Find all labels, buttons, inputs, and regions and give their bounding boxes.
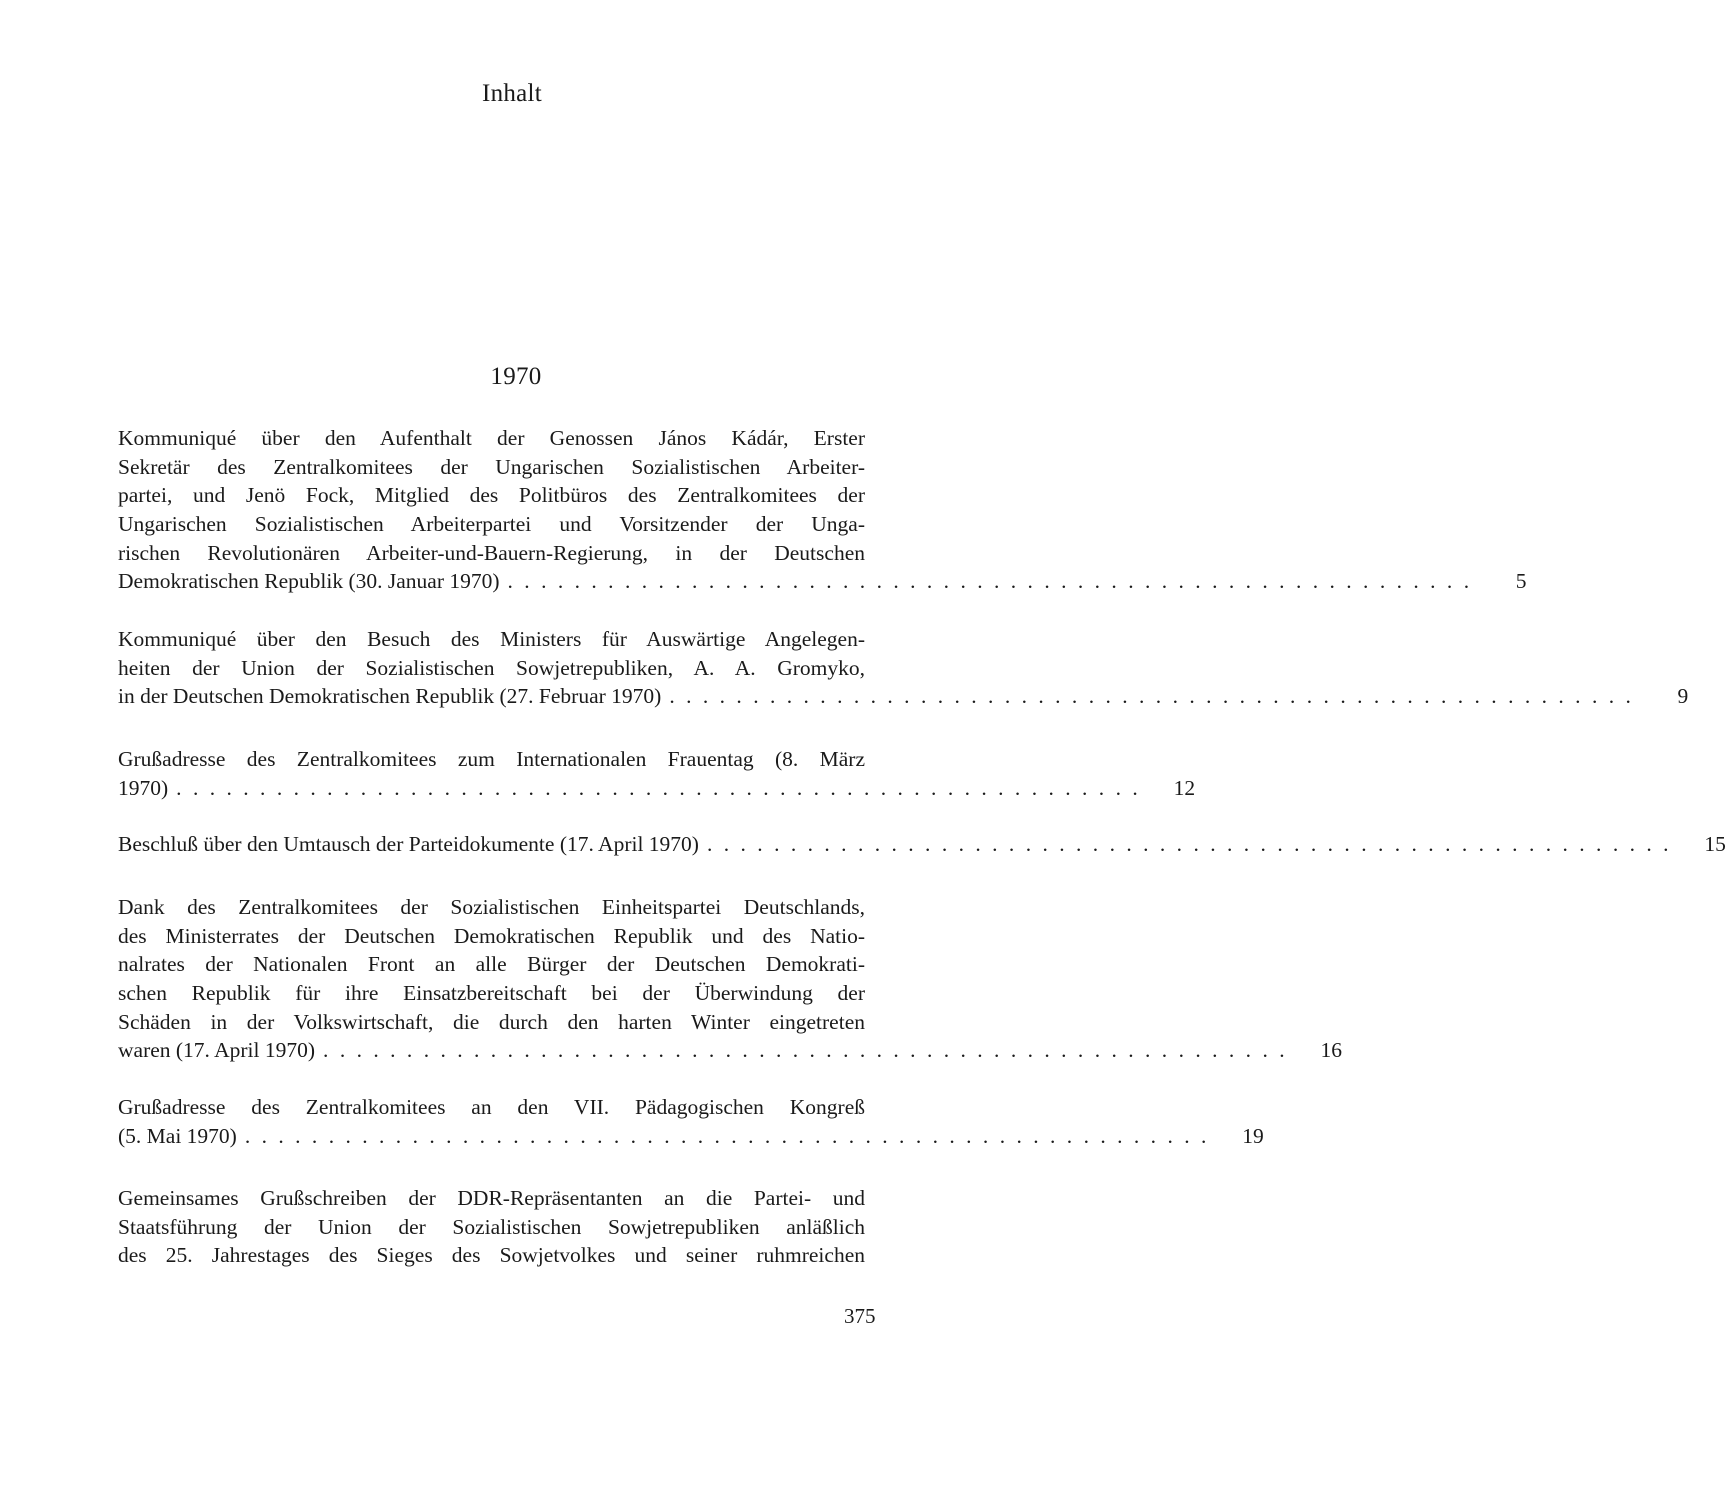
toc-entry-line: schen Republik für ihre Einsatzbereitschaft bei der Überwindung der	[118, 981, 865, 1006]
page-number: 12	[1173, 775, 1196, 800]
toc-entry-line: Staatsführung der Union der Sozialistischen Sowjetrepubliken anläßlich	[118, 1214, 865, 1239]
toc-entry	[118, 1184, 908, 1270]
toc-entry-last-line	[118, 830, 1726, 859]
toc-entry-line: Sekretär des Zentralkomitees der Ungarischen Sozialistischen Arbeiter-	[118, 454, 865, 479]
toc-entry	[118, 424, 1527, 596]
toc-entry-line: heiten der Union der Sozialistischen Sowjetrepubliken, A. A. Gromyko,	[118, 655, 865, 680]
toc-entry	[118, 830, 1726, 859]
toc-entry-line: nalrates der Nationalen Front an alle Bürger der Deutschen Demokrati-	[118, 952, 865, 977]
toc-entry-last-line	[118, 1122, 1264, 1151]
dot-leader: ..........................................................	[176, 775, 1150, 800]
toc-entry-line: Kommuniqué über den Besuch des Ministers für Auswärtige Angelegen-	[118, 627, 865, 651]
dot-leader: ..........................................................	[323, 1038, 1296, 1063]
toc-entry-last-line	[118, 567, 1527, 596]
section-year-heading: 1970	[490, 363, 542, 390]
page-title: Inhalt	[481, 80, 543, 107]
toc-entry-line: Grußadresse des Zentralkomitees zum Internationalen Frauentag (8. März	[118, 747, 865, 771]
toc-entry-line: Kommuniqué über den Aufenthalt der Genossen János Kádár, Erster	[118, 426, 865, 450]
toc-entry-line: Demokratischen Republik (30. Januar 1970)	[118, 569, 500, 594]
toc-entry	[118, 893, 1342, 1065]
toc-entry	[118, 745, 1196, 802]
toc-entry	[118, 625, 1689, 711]
page-number: 16	[1320, 1038, 1342, 1063]
page-number: 9	[1677, 684, 1689, 709]
dot-leader: ..........................................................	[669, 684, 1643, 709]
toc-entry-line: Schäden in der Volkswirtschaft, die durch den harten Winter eingetreten	[118, 1009, 865, 1034]
dot-leader: ..........................................................	[507, 569, 1481, 594]
page-number: 5	[1515, 569, 1527, 594]
toc-entry-line: Ungarischen Sozialistischen Arbeiterpartei und Vorsitzender der Unga-	[118, 512, 865, 537]
page-number: 19	[1242, 1123, 1264, 1148]
page-number: 15	[1704, 832, 1726, 856]
toc-entry-line: in der Deutschen Demokratischen Republik (27. Februar 1970)	[118, 684, 662, 709]
dot-leader: ..........................................................	[706, 832, 1680, 856]
toc-entry-line: 1970)	[118, 775, 169, 800]
toc-entry-line: Dank des Zentralkomitees der Sozialistischen Einheitspartei Deutschlands,	[118, 895, 865, 919]
toc-entry-line: Grußadresse des Zentralkomitees an den VII. Pädagogischen Kongreß	[118, 1095, 865, 1119]
toc-entry-line: des 25. Jahrestages des Sieges des Sowjetvolkes und seiner ruhmreichen	[118, 1243, 865, 1268]
toc-entry-line: Gemeinsames Grußschreiben der DDR-Repräsentanten an die Partei- und	[118, 1186, 865, 1210]
toc-entry-line: waren (17. April 1970)	[118, 1038, 316, 1063]
toc-entry-last-line	[118, 1036, 1342, 1065]
toc-entry-line: partei, und Jenö Fock, Mitglied des Politbüros des Zentralkomitees der	[118, 483, 865, 508]
toc-entry-line: rischen Revolutionären Arbeiter-und-Bauern-Regierung, in der Deutschen	[118, 540, 865, 565]
dot-leader: ..........................................................	[244, 1123, 1218, 1148]
page-folio-number: 375	[844, 1304, 876, 1328]
toc-entry-last-line	[118, 774, 1196, 803]
toc-entry-line: des Ministerrates der Deutschen Demokratischen Republik und des Natio-	[118, 923, 865, 948]
toc-entry-line: Beschluß über den Umtausch der Parteidokumente (17. April 1970)	[118, 832, 699, 856]
toc-entry-line: (5. Mai 1970)	[118, 1123, 237, 1148]
toc-entry	[118, 1093, 1264, 1150]
toc-entry-last-line	[118, 682, 1689, 711]
